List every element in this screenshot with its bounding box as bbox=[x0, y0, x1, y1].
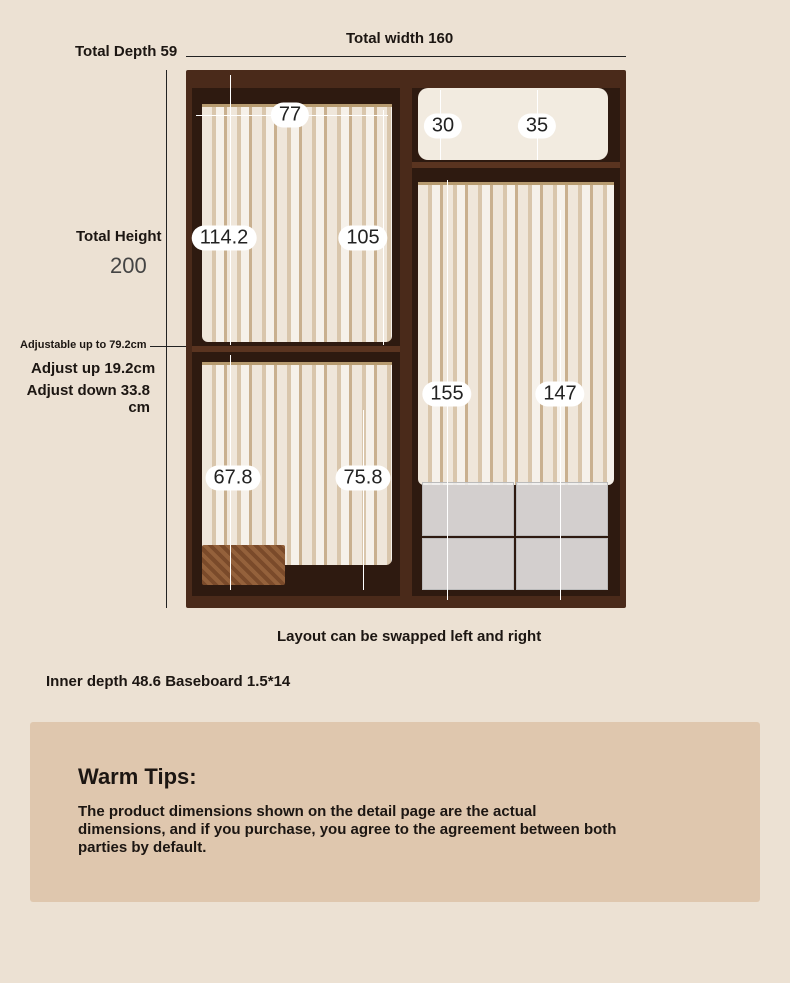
height-dimension-line bbox=[166, 70, 167, 608]
tips-title: Warm Tips: bbox=[78, 764, 197, 789]
dimension-label: 30 bbox=[424, 114, 462, 139]
dimension-label: 67.8 bbox=[206, 466, 261, 491]
layout-caption: Layout can be swapped left and right bbox=[277, 628, 542, 645]
storage-drawer bbox=[516, 538, 608, 590]
warm-tips-box bbox=[30, 722, 760, 902]
right-shelf bbox=[412, 162, 620, 168]
dimension-label: 147 bbox=[535, 382, 584, 407]
adjustable-label: Adjustable up to 79.2cm bbox=[20, 339, 147, 351]
wicker-basket bbox=[202, 545, 285, 585]
total-depth-label: Total Depth 59 bbox=[75, 43, 178, 60]
dimension-label: 75.8 bbox=[336, 466, 391, 491]
storage-drawer bbox=[422, 482, 514, 536]
tips-body: The product dimensions shown on the detail page are the actual dimensions, and if you purchase, you agree to the agreement between both parties by default. bbox=[78, 803, 617, 856]
inner-depth-note: Inner depth 48.6 Baseboard 1.5*14 bbox=[46, 673, 291, 690]
dimension-label: 77 bbox=[271, 103, 309, 128]
dimension-label: 35 bbox=[518, 114, 556, 139]
adjustable-arrow bbox=[150, 346, 190, 347]
dimension-label: 105 bbox=[338, 226, 387, 251]
measure-line bbox=[383, 110, 384, 345]
total-height-value: 200 bbox=[110, 253, 147, 278]
adjust-up-label: Adjust up 19.2cm bbox=[31, 360, 156, 377]
left-adjustable-shelf bbox=[192, 346, 400, 352]
measure-line bbox=[363, 410, 364, 590]
adjust-down-label: Adjust down 33.8 cm bbox=[26, 382, 150, 416]
total-height-label: Total Height bbox=[76, 228, 162, 245]
storage-drawer bbox=[422, 538, 514, 590]
storage-drawer bbox=[516, 482, 608, 536]
dimension-label: 114.2 bbox=[192, 226, 257, 251]
total-width-label: Total width 160 bbox=[346, 30, 454, 47]
width-dimension-line bbox=[186, 56, 626, 57]
dimension-label: 155 bbox=[422, 382, 471, 407]
